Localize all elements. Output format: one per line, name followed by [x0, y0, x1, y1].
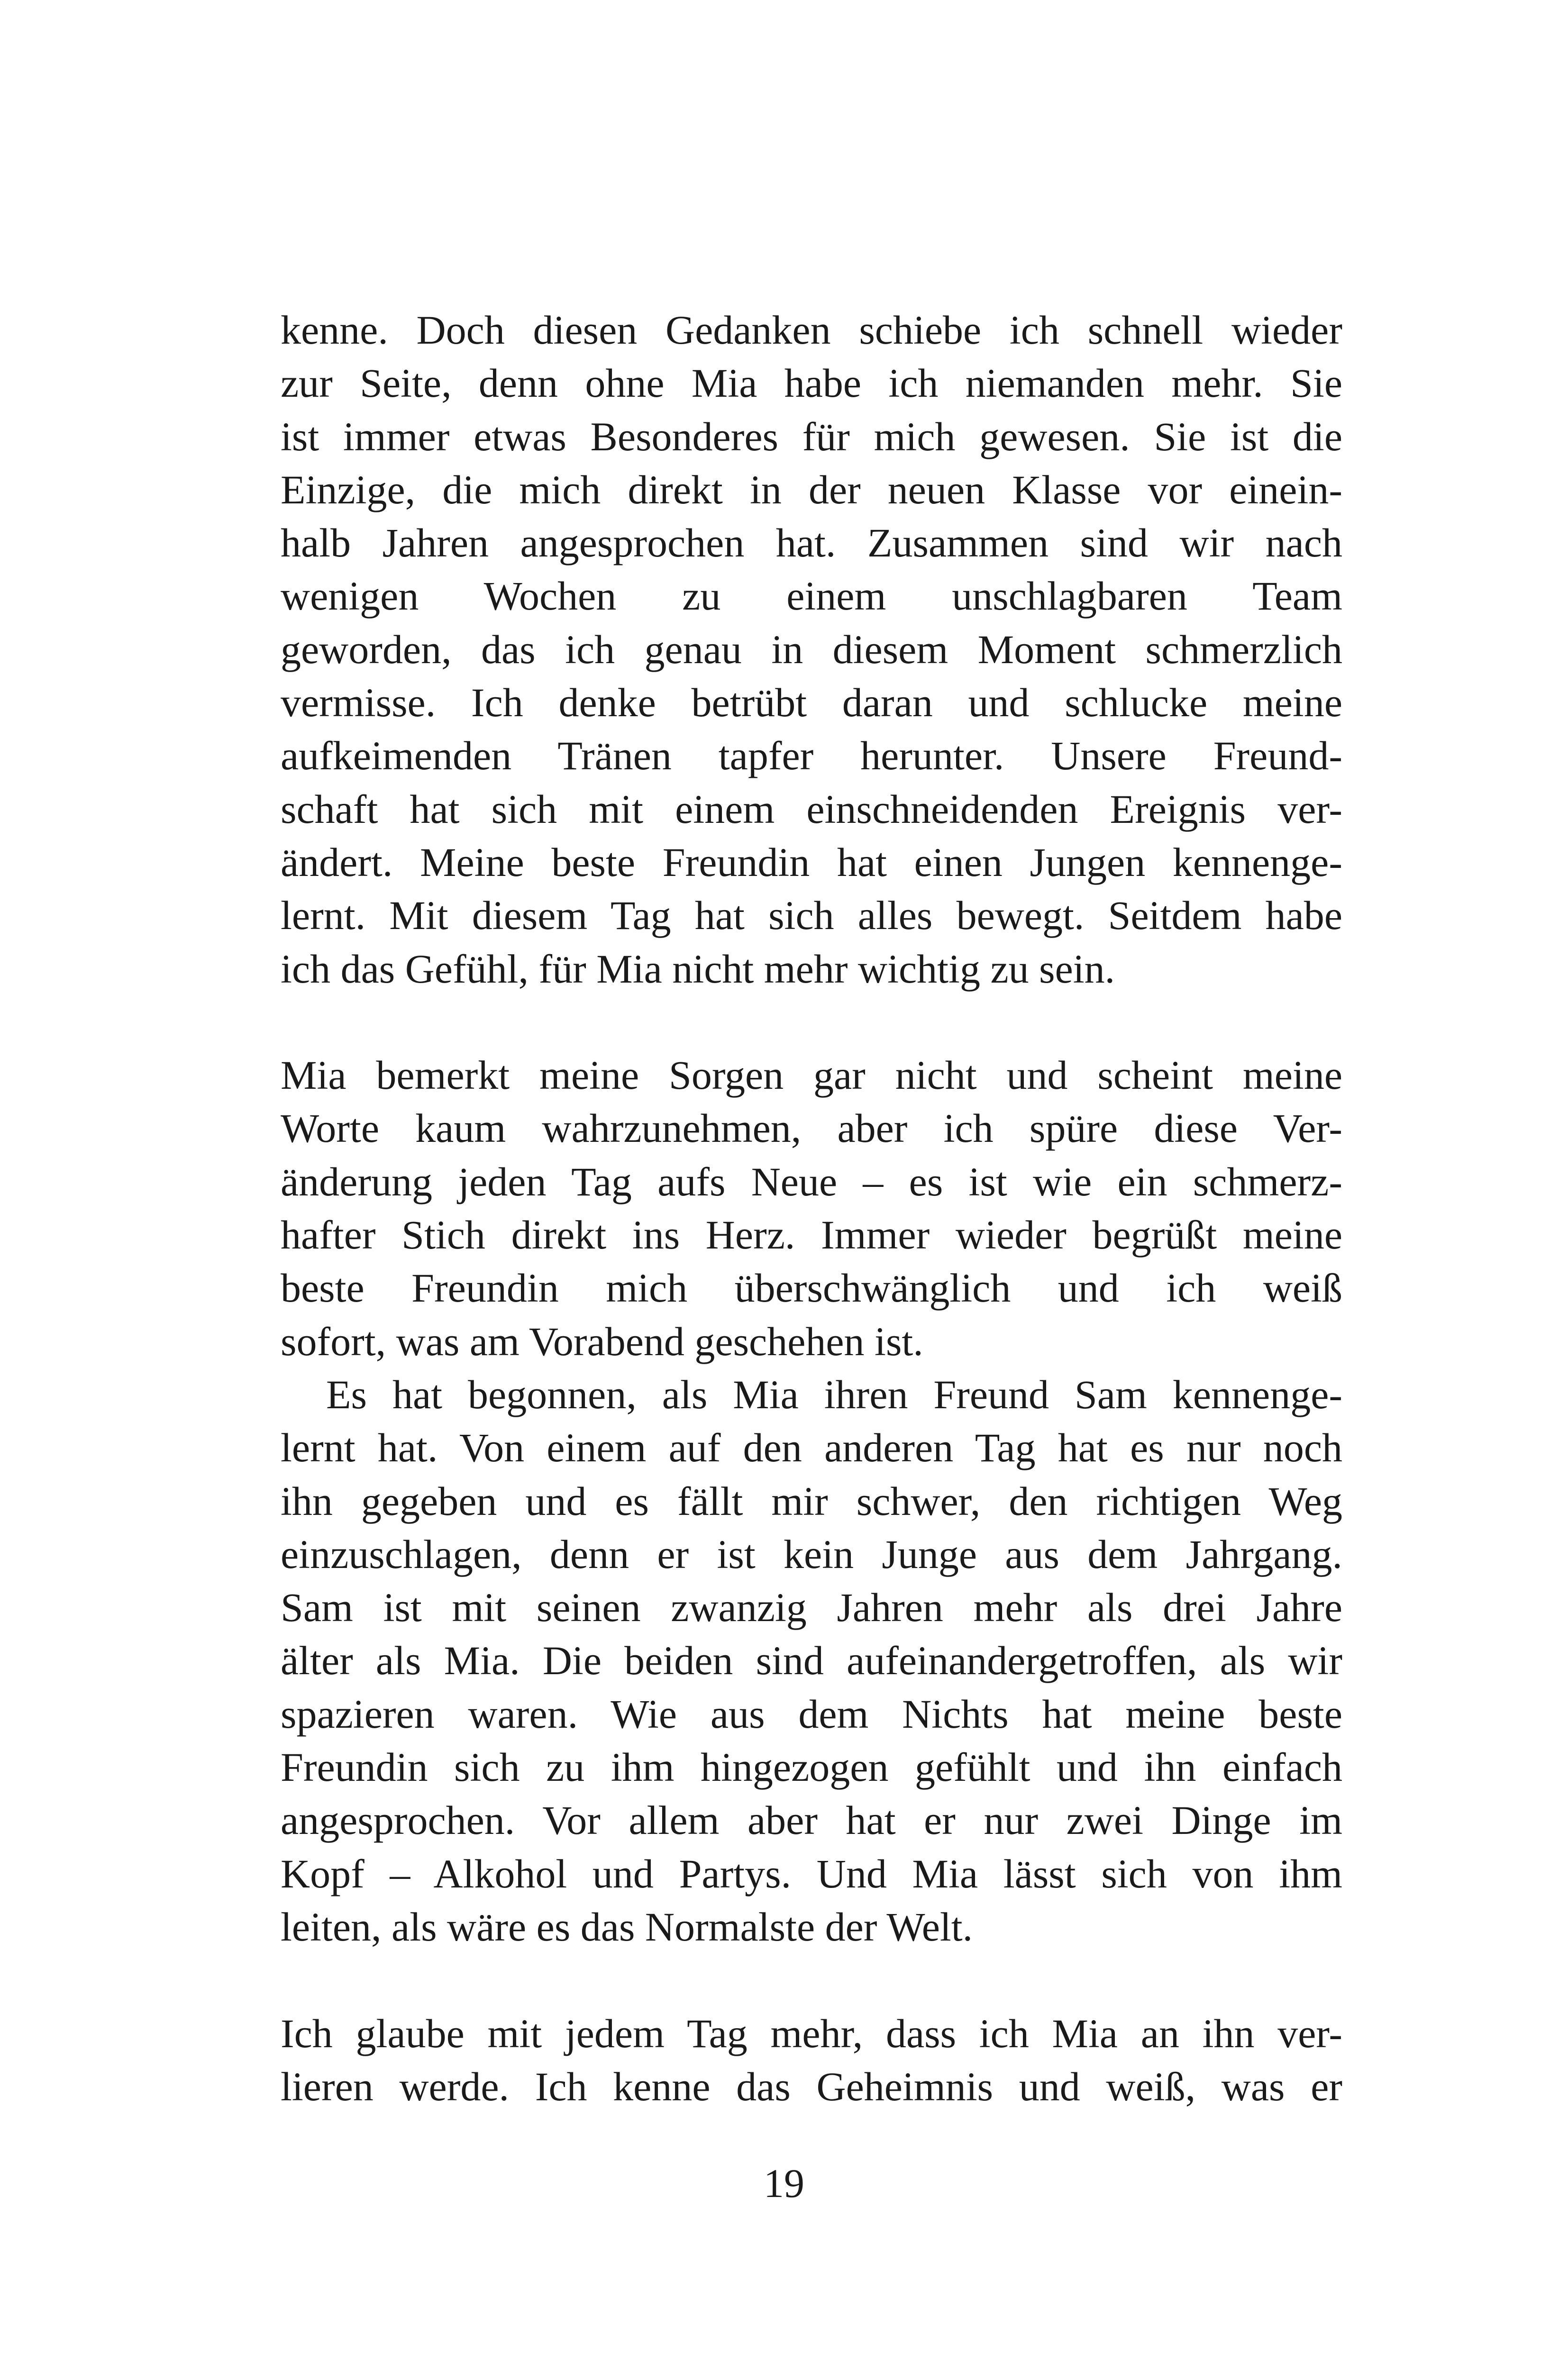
text-line: Sam ist mit seinen zwanzig Jahren mehr als drei Jahre: [281, 1585, 1342, 1631]
text-line: Freundin sich zu ihm hingezogen gefühlt und ihn einfach: [281, 1744, 1342, 1790]
text-line: ich das Gefühl, für Mia nicht mehr wichtig zu sein.: [281, 946, 1115, 992]
book-page-body: [281, 303, 1342, 2113]
text-line: Kopf – Alkohol und Partys. Und Mia lässt sich von ihm: [281, 1850, 1342, 1896]
text-line: schaft hat sich mit einem einschneidenden Ereignis ver-: [281, 786, 1342, 832]
text-line: aufkeimenden Tränen tapfer herunter. Unsere Freund-: [281, 733, 1342, 779]
text-line: leiten, als wäre es das Normalste der Welt.: [281, 1904, 973, 1950]
text-line: Einzige, die mich direkt in der neuen Klasse vor einein-: [281, 466, 1342, 512]
text-line: angesprochen. Vor allem aber hat er nur zwei Dinge im: [281, 1797, 1342, 1843]
page-number: 19: [764, 2160, 804, 2206]
text-line: vermisse. Ich denke betrübt daran und schlucke meine: [281, 680, 1342, 726]
paragraph-1: [281, 303, 1342, 995]
text-line: älter als Mia. Die beiden sind aufeinandergetroffen, als wir: [281, 1638, 1342, 1684]
text-line: hafter Stich direkt ins Herz. Immer wieder begrüßt meine: [281, 1212, 1342, 1258]
text-line: halb Jahren angesprochen hat. Zusammen sind wir nach: [281, 520, 1342, 566]
text-line: einzuschlagen, denn er ist kein Junge aus dem Jahrgang.: [281, 1531, 1342, 1577]
text-line: lernt. Mit diesem Tag hat sich alles bewegt. Seitdem habe: [281, 893, 1342, 939]
text-line: zur Seite, denn ohne Mia habe ich niemanden mehr. Sie: [281, 360, 1342, 406]
section-break: [281, 1953, 1342, 2006]
text-line: kenne. Doch diesen Gedanken schiebe ich schnell wieder: [281, 307, 1342, 353]
text-line: Mia bemerkt meine Sorgen gar nicht und scheint meine: [281, 1052, 1342, 1098]
text-line: ändert. Meine beste Freundin hat einen Jungen kennenge-: [281, 839, 1342, 885]
text-line: spazieren waren. Wie aus dem Nichts hat meine beste: [281, 1691, 1342, 1737]
text-line: ihn gegeben und es fällt mir schwer, den richtigen Weg: [281, 1478, 1342, 1524]
text-line: lieren werde. Ich kenne das Geheimnis und weiß, was er: [281, 2063, 1342, 2109]
paragraph-2: [281, 1048, 1342, 1368]
text-line: beste Freundin mich überschwänglich und ich weiß: [281, 1265, 1342, 1311]
text-line: änderung jeden Tag aufs Neue – es ist wie ein schmerz-: [281, 1158, 1342, 1204]
text-line: lernt hat. Von einem auf den anderen Tag hat es nur noch: [281, 1425, 1342, 1471]
text-line: Ich glaube mit jedem Tag mehr, dass ich Mia an ihn ver-: [281, 2010, 1342, 2056]
text-line: Worte kaum wahrzunehmen, aber ich spüre diese Ver-: [281, 1105, 1342, 1151]
paragraph-4: [281, 2007, 1342, 2114]
text-line: ist immer etwas Besonderes für mich gewesen. Sie ist die: [281, 413, 1342, 459]
text-line: Es hat begonnen, als Mia ihren Freund Sam kennenge-: [326, 1371, 1342, 1417]
text-line: wenigen Wochen zu einem unschlagbaren Team: [281, 573, 1342, 619]
text-line: geworden, das ich genau in diesem Moment schmerzlich: [281, 626, 1342, 672]
text-line: sofort, was am Vorabend geschehen ist.: [281, 1318, 923, 1364]
section-break: [281, 995, 1342, 1048]
paragraph-3: [281, 1368, 1342, 1953]
